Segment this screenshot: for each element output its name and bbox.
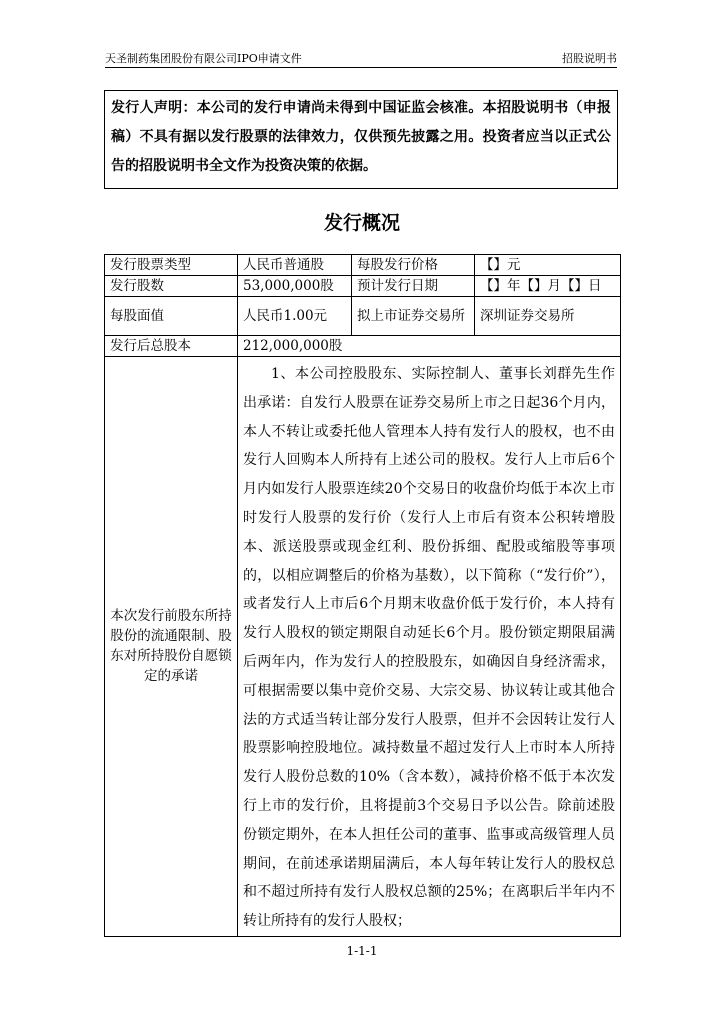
lockup-commitment-text: 1、本公司控股股东、实际控制人、董事长刘群先生作出承诺：自发行人股票在证券交易所上市之日起36个月内，本人不转让或委托他人管理本人持有发行人的股权，也不由发行人回购本人所持有上述公司的股权。发行人上市后6个月内如发行人股票连续20个交易日的收盘价均低于本次上市时发行人股票的发行价（发行人上市后有资本公积转增股本、派送股票或现金红利、股份拆细、配股或缩股等事项的，以相应调整后的价格为基数），以下简称（“发行价”），或者发行人上市后6个月期末收盘价低于发行价，本人持有发行人股权的锁定期限自动延长6个月。股份锁定期限届满后两年内，作为发行人的控股股东，如确因自身经济需求，可根据需要以集中竞价交易、大宗交易、协议转让或其他合法的方式适当转让部分发行人股票，但并不会因转让发行人股票影响控股地位。减持数量不超过发行人上市时本人所持发行人股份总数的10%（含本数），减持价格不低于本次发行上市的发行价，且将提前3个交易日予以公告。除前述股份锁定期外，在本人担任公司的董事、监事或高级管理人员期间，在前述承诺期届满后，本人每年转让发行人的股权总和不超过所持有发行人股权总额的25%；在离职后半年内不转让所持有的发行人股权； — [238, 357, 621, 937]
date-label: 预计发行日期 — [352, 276, 475, 297]
table-row — [105, 297, 621, 336]
issuer-declaration-box: 发行人声明：本公司的发行申请尚未得到中国证监会核准。本招股说明书（申报稿）不具有据以发行股票的法律效力，仅供预先披露之用。投资者应当以正式公告的招股说明书全文作为投资决策的依据。 — [104, 90, 618, 189]
total-shares-value: 212,000,000股 — [238, 336, 621, 357]
price-value: 【】元 — [475, 255, 621, 276]
header-company-title: 天圣制药集团股份有限公司IPO申请文件 — [105, 52, 302, 65]
page-number: 1-1-1 — [346, 944, 378, 958]
table-row — [105, 336, 621, 357]
stock-type-label: 发行股票类型 — [105, 255, 238, 276]
exchange-label: 拟上市证券交易所 — [352, 297, 475, 336]
section-title: 发行概况 — [323, 212, 400, 234]
header-doc-type: 招股说明书 — [562, 52, 617, 65]
exchange-value: 深圳证券交易所 — [475, 297, 621, 336]
lockup-label: 本次发行前股东所持股份的流通限制、股东对所持股份自愿锁定的承诺 — [105, 357, 238, 937]
price-label: 每股发行价格 — [352, 255, 475, 276]
table-row — [105, 357, 621, 937]
par-value-value: 人民币1.00元 — [238, 297, 352, 336]
stock-type-value: 人民币普通股 — [238, 255, 352, 276]
table-row — [105, 255, 621, 276]
table-row — [105, 276, 621, 297]
shares-label: 发行股数 — [105, 276, 238, 297]
shares-value: 53,000,000股 — [238, 276, 352, 297]
total-shares-label: 发行后总股本 — [105, 336, 238, 357]
header-rule — [105, 67, 617, 68]
offering-summary-table — [104, 254, 621, 937]
par-value-label: 每股面值 — [105, 297, 238, 336]
date-value: 【】年【】月【】日 — [475, 276, 621, 297]
